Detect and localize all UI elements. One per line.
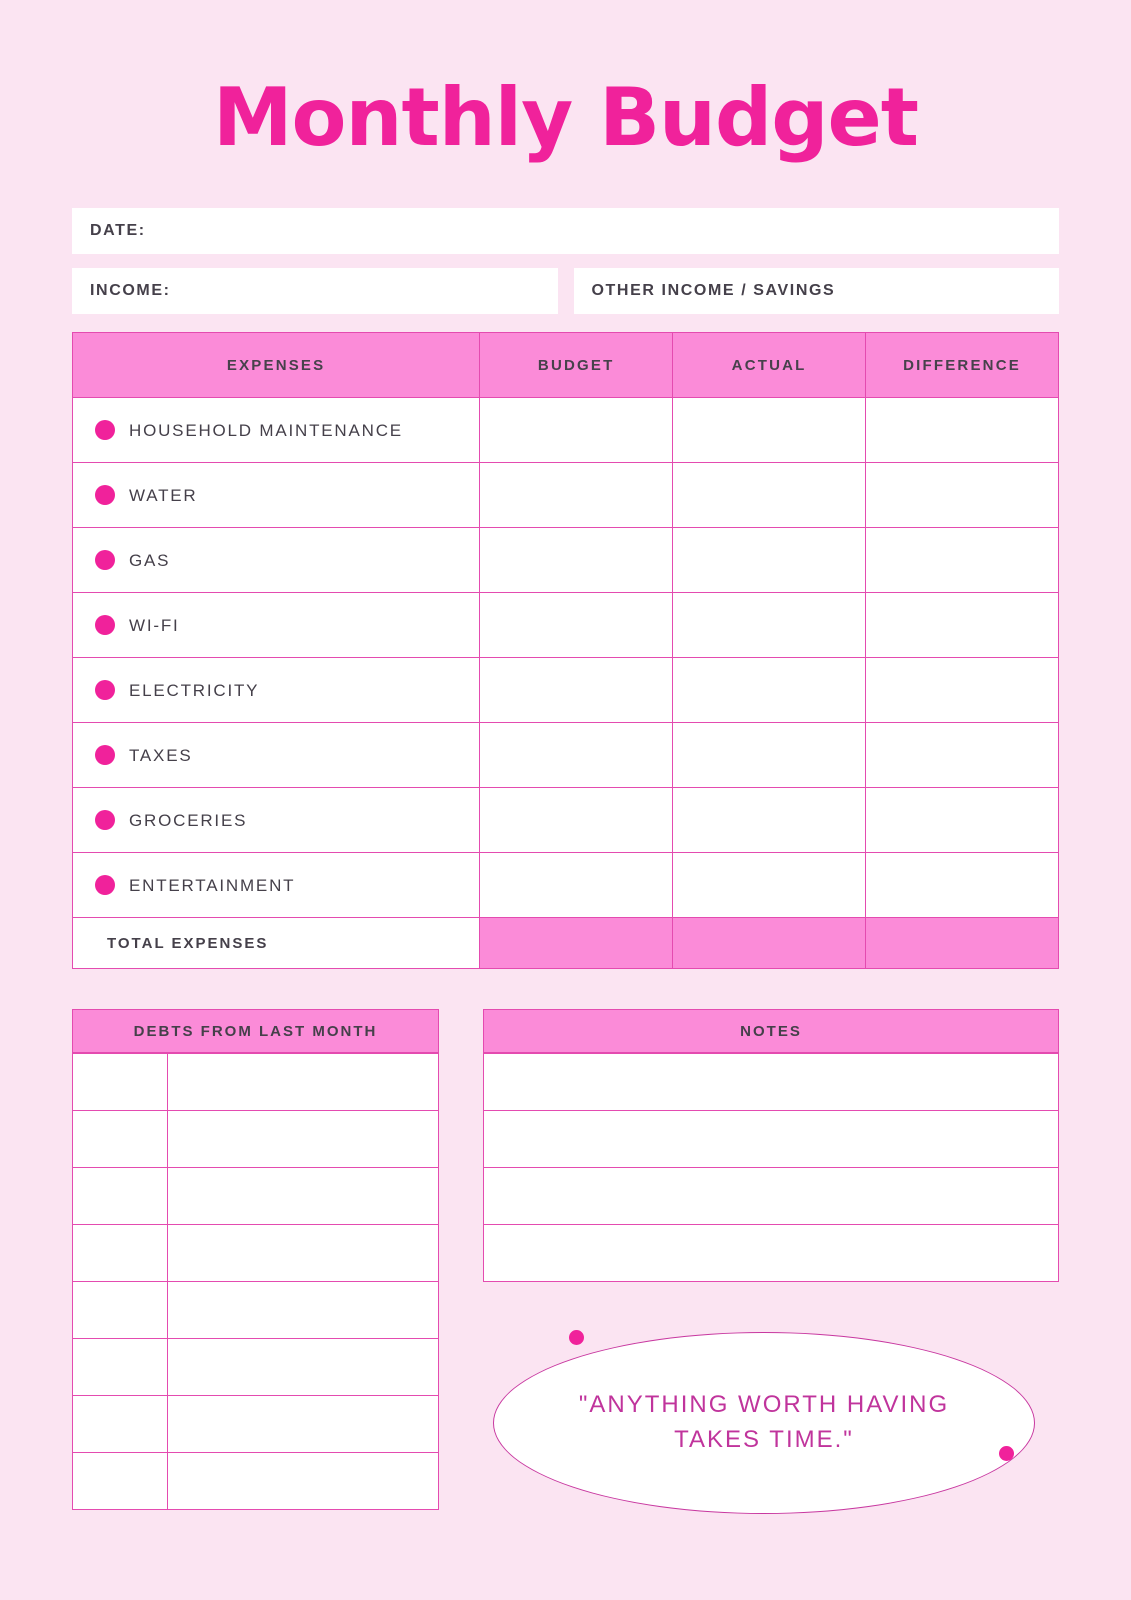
expenses-table	[72, 332, 1059, 969]
expense-name-cell	[73, 853, 480, 918]
expense-name-cell	[73, 593, 480, 658]
difference-cell[interactable]	[866, 398, 1059, 463]
date-row	[72, 208, 1059, 254]
notes-table	[483, 1053, 1059, 1282]
income-label: INCOME:	[90, 282, 171, 299]
debt-description-cell[interactable]	[167, 1168, 439, 1225]
expense-name-cell	[73, 528, 480, 593]
list-item	[484, 1111, 1059, 1168]
total-budget-cell[interactable]	[480, 918, 673, 969]
debts-panel	[72, 1009, 439, 1528]
total-difference-cell[interactable]	[866, 918, 1059, 969]
notes-panel	[483, 1009, 1059, 1282]
debt-amount-cell[interactable]	[73, 1225, 168, 1282]
actual-cell[interactable]	[673, 658, 866, 723]
debt-amount-cell[interactable]	[73, 1282, 168, 1339]
header-actual: ACTUAL	[673, 333, 866, 398]
expense-label: HOUSEHOLD MAINTENANCE	[129, 420, 403, 440]
total-actual-cell[interactable]	[673, 918, 866, 969]
table-row	[73, 723, 1059, 788]
note-line-cell[interactable]	[484, 1168, 1059, 1225]
quote-text: "ANYTHING WORTH HAVING TAKES TIME."	[578, 1391, 950, 1453]
expense-label: GROCERIES	[129, 810, 248, 830]
debt-amount-cell[interactable]	[73, 1396, 168, 1453]
debt-amount-cell[interactable]	[73, 1054, 168, 1111]
budget-cell[interactable]	[480, 528, 673, 593]
bullet-dot-icon	[95, 745, 115, 765]
debt-description-cell[interactable]	[167, 1225, 439, 1282]
note-line-cell[interactable]	[484, 1225, 1059, 1282]
expense-label: GAS	[129, 550, 171, 570]
other-income-field[interactable]	[574, 268, 1060, 314]
difference-cell[interactable]	[866, 658, 1059, 723]
expense-name-cell	[73, 463, 480, 528]
budget-cell[interactable]	[480, 658, 673, 723]
expense-name-cell	[73, 658, 480, 723]
table-row	[73, 658, 1059, 723]
debt-amount-cell[interactable]	[73, 1453, 168, 1510]
difference-cell[interactable]	[866, 788, 1059, 853]
actual-cell[interactable]	[673, 463, 866, 528]
budget-cell[interactable]	[480, 788, 673, 853]
bullet-dot-icon	[95, 875, 115, 895]
actual-cell[interactable]	[673, 853, 866, 918]
budget-cell[interactable]	[480, 723, 673, 788]
actual-cell[interactable]	[673, 398, 866, 463]
notes-table-body	[484, 1054, 1059, 1282]
debt-amount-cell[interactable]	[73, 1168, 168, 1225]
table-row	[73, 398, 1059, 463]
table-row	[73, 1111, 439, 1168]
debt-amount-cell[interactable]	[73, 1339, 168, 1396]
table-row	[73, 1168, 439, 1225]
bottom-section	[72, 1009, 1059, 1528]
quote-section	[483, 1318, 1059, 1528]
expense-label: WI-FI	[129, 615, 180, 635]
total-expenses-label: TOTAL EXPENSES	[73, 918, 480, 969]
expense-name-cell	[73, 723, 480, 788]
difference-cell[interactable]	[866, 528, 1059, 593]
debts-heading: DEBTS FROM LAST MONTH	[72, 1009, 439, 1053]
income-field[interactable]	[72, 268, 558, 314]
debt-amount-cell[interactable]	[73, 1111, 168, 1168]
debt-description-cell[interactable]	[167, 1453, 439, 1510]
actual-cell[interactable]	[673, 788, 866, 853]
date-field[interactable]	[72, 208, 1059, 254]
header-budget: BUDGET	[480, 333, 673, 398]
difference-cell[interactable]	[866, 723, 1059, 788]
header-difference: DIFFERENCE	[866, 333, 1059, 398]
debts-table	[72, 1053, 439, 1510]
actual-cell[interactable]	[673, 528, 866, 593]
expenses-table-head	[73, 333, 1059, 398]
expense-name-cell	[73, 398, 480, 463]
bullet-dot-icon	[95, 615, 115, 635]
table-row	[73, 1396, 439, 1453]
expense-label: WATER	[129, 485, 198, 505]
note-line-cell[interactable]	[484, 1054, 1059, 1111]
decorative-dot-icon	[569, 1330, 584, 1345]
expense-label: TAXES	[129, 745, 193, 765]
debt-description-cell[interactable]	[167, 1282, 439, 1339]
bullet-dot-icon	[95, 550, 115, 570]
difference-cell[interactable]	[866, 593, 1059, 658]
expenses-table-body	[73, 398, 1059, 969]
other-income-label: OTHER INCOME / SAVINGS	[591, 282, 836, 299]
debts-table-body	[73, 1054, 439, 1510]
table-row	[73, 1225, 439, 1282]
debt-description-cell[interactable]	[167, 1054, 439, 1111]
budget-cell[interactable]	[480, 593, 673, 658]
date-label: DATE:	[90, 222, 146, 239]
budget-cell[interactable]	[480, 398, 673, 463]
budget-cell[interactable]	[480, 853, 673, 918]
quote-ellipse	[493, 1332, 1035, 1514]
table-row	[73, 593, 1059, 658]
actual-cell[interactable]	[673, 723, 866, 788]
list-item	[484, 1168, 1059, 1225]
difference-cell[interactable]	[866, 853, 1059, 918]
difference-cell[interactable]	[866, 463, 1059, 528]
bullet-dot-icon	[95, 485, 115, 505]
table-row	[73, 853, 1059, 918]
debt-description-cell[interactable]	[167, 1396, 439, 1453]
table-row	[73, 1453, 439, 1510]
expense-label: ELECTRICITY	[129, 680, 260, 700]
right-column	[483, 1009, 1059, 1528]
table-row	[73, 1054, 439, 1111]
bullet-dot-icon	[95, 420, 115, 440]
bullet-dot-icon	[95, 680, 115, 700]
list-item	[484, 1054, 1059, 1111]
expense-name-cell	[73, 788, 480, 853]
debt-description-cell[interactable]	[167, 1111, 439, 1168]
expense-label: ENTERTAINMENT	[129, 875, 296, 895]
debt-description-cell[interactable]	[167, 1339, 439, 1396]
table-row	[73, 1282, 439, 1339]
decorative-dot-icon	[999, 1446, 1014, 1461]
table-row	[73, 463, 1059, 528]
table-row	[73, 528, 1059, 593]
total-expenses-row	[73, 918, 1059, 969]
notes-heading: NOTES	[483, 1009, 1059, 1053]
note-line-cell[interactable]	[484, 1111, 1059, 1168]
income-row	[72, 268, 1059, 314]
top-fields	[72, 208, 1059, 314]
expenses-header-row	[73, 333, 1059, 398]
header-expenses: EXPENSES	[73, 333, 480, 398]
table-row	[73, 788, 1059, 853]
table-row	[73, 1339, 439, 1396]
budget-cell[interactable]	[480, 463, 673, 528]
bullet-dot-icon	[95, 810, 115, 830]
actual-cell[interactable]	[673, 593, 866, 658]
page-title: Monthly Budget	[212, 71, 919, 164]
list-item	[484, 1225, 1059, 1282]
